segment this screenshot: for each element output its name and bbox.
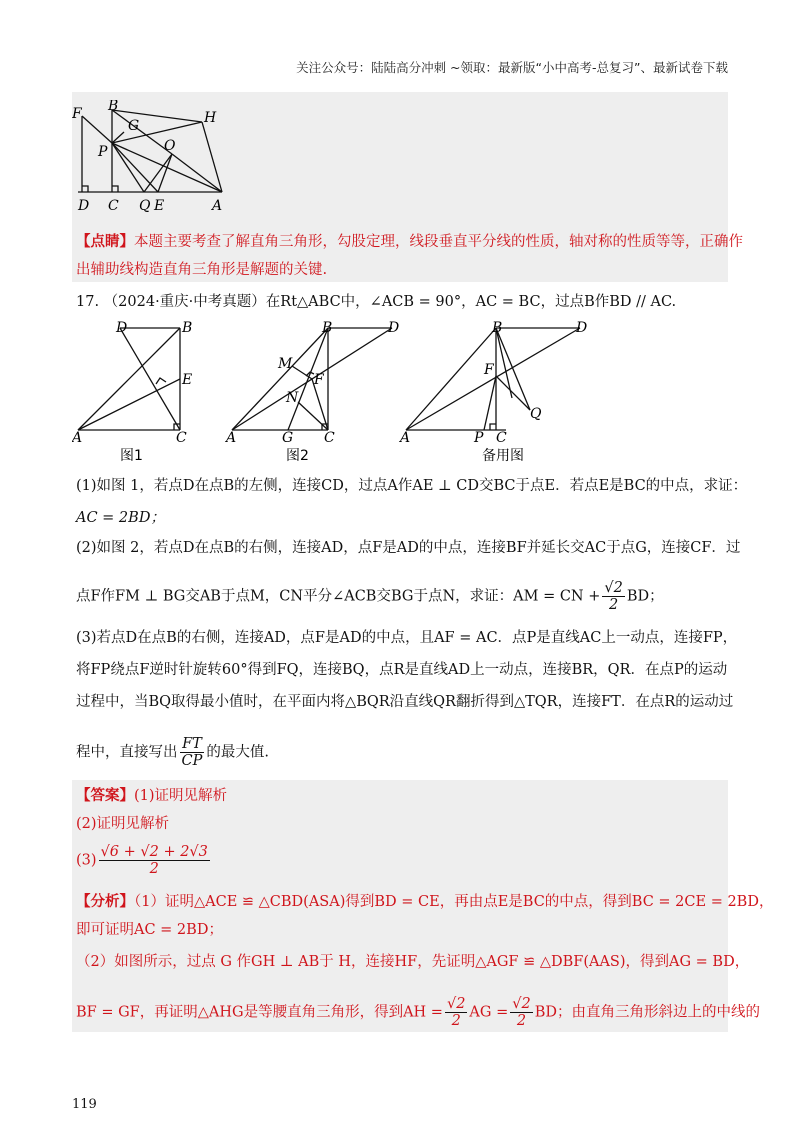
fig-top-label-B: B [108,100,119,114]
fig1-label-E: E [182,372,193,388]
fig2-label-M: M [278,356,293,372]
problem-17-question: 17. （2024·重庆·中考真题）在Rt△ABC中，∠ACB = 90°，AC = BC，过点B作BD // AC. [76,294,677,310]
part3-line-4: 程中，直接写出 $\frac{FT}{CP}$ 的最大值. [76,736,269,769]
fig3-label-D: D [576,320,588,336]
analysis-line-1: 【分析】（1）证明△ACE ≌ △CBD(ASA)得到BD = CE，再由点E是BC的中点，得到BC = 2CE = 2BD， [76,893,774,910]
fig2-label-C: C [324,430,335,446]
fig2-caption: 图2 [286,448,309,464]
fig3-caption: 备用图 [482,448,524,464]
page-header: 关注公众号：陆陆高分冲刺 ~领取：最新版“小中高考-总复习”、最新试卷下载 [296,60,728,75]
fig-top-label-C: C [108,198,119,214]
fig3-label-A: A [400,430,411,446]
fig-top-label-Q: Q [139,198,151,214]
fig-top-label-G: G [128,118,140,134]
fig2-label-A: A [226,430,237,446]
answer-line-1: 【答案】(1)证明见解析 [76,787,228,804]
part2-line-2: 点F作FM ⊥ BG交AB于点M，CN平分∠ACB交BG于点N，求证：AM = CN + $\frac{√2}{2}$ BD； [76,580,664,613]
fig3-label-P: P [474,430,484,446]
fig1-label-C: C [176,430,187,446]
top-geometry-figure [72,100,252,216]
fig1-label-A: A [72,430,83,446]
fig2-label-D: D [388,320,400,336]
analysis-line-3: （2）如图所示，过点 G 作GH ⊥ AB于 H，连接HF，先证明△AGF ≌ △DBF(AAS)，得到AG = BD， [76,954,750,970]
fig-top-label-D: D [78,198,90,214]
fig2-label-N: N [286,390,299,406]
fig1-caption: 图1 [120,448,143,464]
part2-line-1: (2)如图 2，若点D在点B的右侧，连接AD，点F是AD的中点，连接BF并延长交AC于点G，连接CF．过 [76,540,741,556]
fig3-label-Q: Q [530,406,542,422]
fig-top-label-E: E [154,198,165,214]
part3-line-1: (3)若点D在点B的右侧，连接AD，点F是AD的中点，且AF = AC．点P是直线AC上一动点，连接FP， [76,630,738,646]
problem-17-figures [72,318,632,468]
fig3-label-B: B [492,320,503,336]
analysis-line-2: 即可证明AC = 2BD； [76,922,223,938]
fig2-label-B: B [322,320,333,336]
fig-top-label-F: F [72,106,82,122]
fig1-label-D: D [116,320,128,336]
part3-line-3: 过程中，当BQ取得最小值时，在平面内将△BQR沿直线QR翻折得到△TQR，连接FT．在点R的运动过 [76,694,734,710]
part3-line-2: 将FP绕点F逆时针旋转60°得到FQ，连接BQ，点R是直线AD上一动点，连接BR，QR．在点P的运动 [76,662,728,678]
part1-line-2: AC = 2BD； [76,510,165,526]
dianjing-line-1: 【点睛】本题主要考查了解直角三角形，勾股定理，线段垂直平分线的性质，轴对称的性质等等，正确作 [76,233,743,250]
fig2-label-F: F [314,372,324,388]
fig3-label-C: C [496,430,507,446]
answer-line-2: (2)证明见解析 [76,816,170,832]
fig-top-label-O: O [164,138,176,154]
answer-line-3: (3) $\frac{√6 + √2 + 2√3}{2}$ [76,844,208,877]
page-number: 119 [72,1097,97,1112]
fig-top-label-A: A [212,198,223,214]
fig3-label-F: F [484,362,494,378]
fig1-label-B: B [182,320,193,336]
analysis-line-4: BF = GF，再证明△AHG是等腰直角三角形，得到AH = $\frac{√2}{2}$ AG = $\frac{√2}{2}$ BD；由直角三角形斜边上的中线的 [76,996,760,1029]
fig-top-label-P: P [98,144,108,160]
part1-line-1: (1)如图 1，若点D在点B的左侧，连接CD，过点A作AE ⊥ CD交BC于点E．若点E是BC的中点，求证： [76,478,748,494]
dianjing-line-2: 出辅助线构造直角三角形是解题的关键. [76,262,328,278]
fig-top-label-H: H [204,110,217,126]
fig2-label-G: G [282,430,294,446]
